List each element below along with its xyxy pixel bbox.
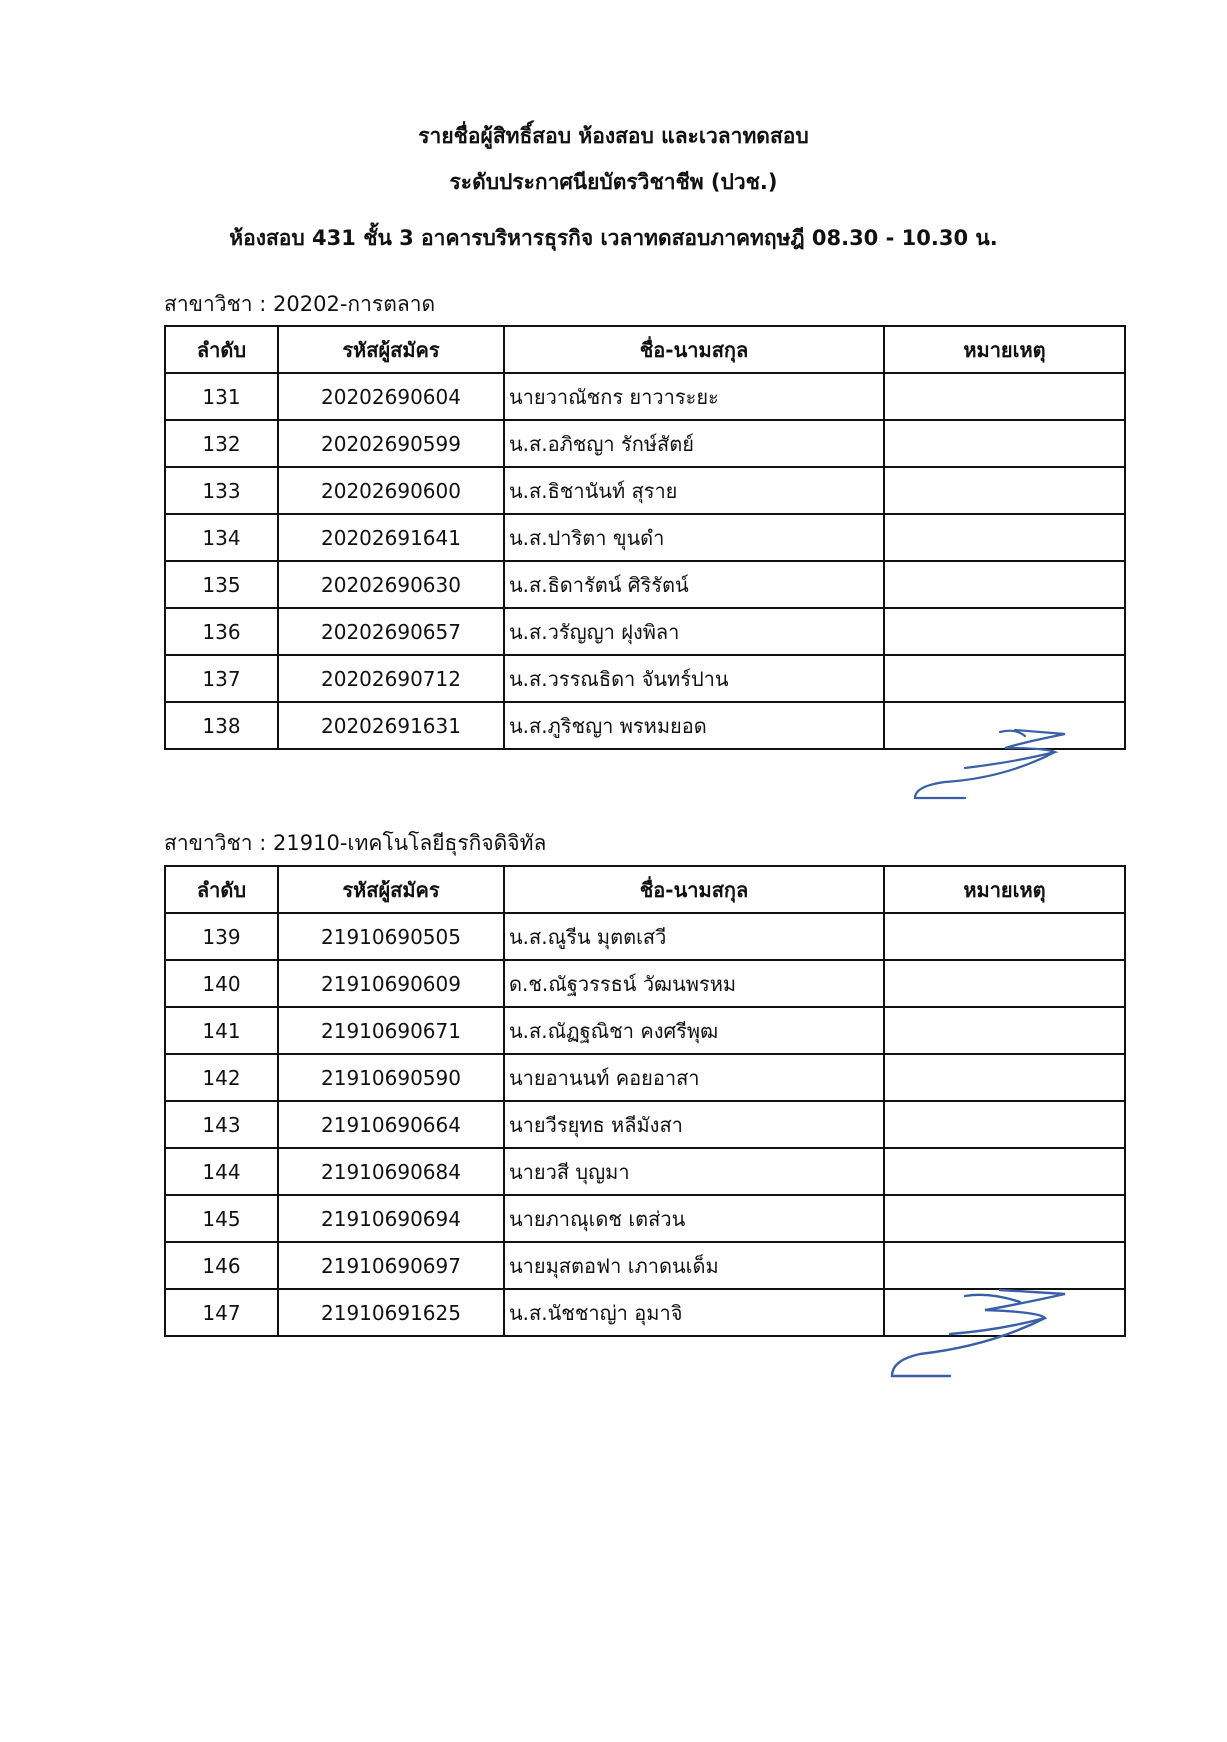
applicant-id-cell: 21910690664 (278, 1101, 504, 1148)
name-cell: น.ส.ณัฏฐณิชา คงศรีพุฒ (504, 1007, 884, 1054)
applicant-id-cell: 20202690712 (278, 655, 504, 702)
note-cell (884, 655, 1125, 702)
column-header-name: ชื่อ-นามสกุล (504, 866, 884, 913)
name-cell: ด.ช.ณัฐวรรธน์ วัฒนพรหม (504, 960, 884, 1007)
column-header-note: หมายเหตุ (884, 866, 1125, 913)
name-cell: น.ส.ธิดารัตน์ ศิริรัตน์ (504, 561, 884, 608)
applicant-id-cell: 21910691625 (278, 1289, 504, 1336)
note-cell (884, 1101, 1125, 1148)
applicant-id-cell: 21910690609 (278, 960, 504, 1007)
exam-room-info: ห้องสอบ 431 ชั้น 3 อาคารบริหารธุรกิจ เวลาทดสอบภาคทฤษฎี 08.30 - 10.30 น. (229, 226, 998, 250)
seq-cell: 132 (165, 420, 278, 467)
name-cell: น.ส.อภิชญา รักษ์สัตย์ (504, 420, 884, 467)
name-cell: น.ส.วรรณธิดา จันทร์ปาน (504, 655, 884, 702)
applicant-id-cell: 20202690657 (278, 608, 504, 655)
note-cell (884, 913, 1125, 960)
applicant-id-cell: 21910690505 (278, 913, 504, 960)
column-header-note: หมายเหตุ (884, 326, 1125, 373)
note-cell (884, 373, 1125, 420)
note-cell (884, 1195, 1125, 1242)
document-title: รายชื่อผู้สิทธิ์สอบ ห้องสอบ และเวลาทดสอบ (418, 124, 809, 148)
column-header-seq: ลำดับ (165, 326, 278, 373)
applicant-id-cell: 20202691641 (278, 514, 504, 561)
applicant-id-cell: 21910690684 (278, 1148, 504, 1195)
column-header-applicant-id: รหัสผู้สมัคร (278, 326, 504, 373)
seq-cell: 133 (165, 467, 278, 514)
note-cell (884, 1054, 1125, 1101)
signature-mark (905, 722, 1075, 812)
name-cell: น.ส.ธิชานันท์ สุราย (504, 467, 884, 514)
table-row (165, 420, 1125, 467)
seq-cell: 139 (165, 913, 278, 960)
table-row (165, 608, 1125, 655)
table-row (165, 1195, 1125, 1242)
major-label: สาขาวิชา : 20202-การตลาด (164, 292, 436, 316)
note-cell (884, 608, 1125, 655)
note-cell (884, 514, 1125, 561)
name-cell: น.ส.นัชชาญ่า อุมาจิ (504, 1289, 884, 1336)
applicant-id-cell: 20202690599 (278, 420, 504, 467)
table-header-row (165, 326, 1125, 373)
name-cell: นายวีรยุทธ หลีมังสา (504, 1101, 884, 1148)
name-cell: นายภาณุเดช เตส่วน (504, 1195, 884, 1242)
roster-table-digital-business (164, 865, 1126, 1337)
table-header-row (165, 866, 1125, 913)
seq-cell: 131 (165, 373, 278, 420)
seq-cell: 138 (165, 702, 278, 749)
applicant-id-cell: 20202690600 (278, 467, 504, 514)
seq-cell: 142 (165, 1054, 278, 1101)
seq-cell: 135 (165, 561, 278, 608)
note-cell (884, 1007, 1125, 1054)
note-cell (884, 420, 1125, 467)
note-cell (884, 960, 1125, 1007)
applicant-id-cell: 20202690604 (278, 373, 504, 420)
applicant-id-cell: 20202690630 (278, 561, 504, 608)
applicant-id-cell: 20202691631 (278, 702, 504, 749)
table-row (165, 467, 1125, 514)
table-row (165, 1101, 1125, 1148)
roster-table-marketing (164, 325, 1126, 750)
table-row (165, 655, 1125, 702)
table-row (165, 1054, 1125, 1101)
seq-cell: 143 (165, 1101, 278, 1148)
table-row (165, 1148, 1125, 1195)
name-cell: นายมุสตอฟา เภาดนเด็ม (504, 1242, 884, 1289)
seq-cell: 140 (165, 960, 278, 1007)
column-header-seq: ลำดับ (165, 866, 278, 913)
column-header-applicant-id: รหัสผู้สมัคร (278, 866, 504, 913)
seq-cell: 147 (165, 1289, 278, 1336)
column-header-name: ชื่อ-นามสกุล (504, 326, 884, 373)
applicant-id-cell: 21910690671 (278, 1007, 504, 1054)
seq-cell: 136 (165, 608, 278, 655)
note-cell (884, 467, 1125, 514)
table-row (165, 1007, 1125, 1054)
seq-cell: 134 (165, 514, 278, 561)
note-cell (884, 1148, 1125, 1195)
note-cell (884, 561, 1125, 608)
applicant-id-cell: 21910690694 (278, 1195, 504, 1242)
applicant-id-cell: 21910690697 (278, 1242, 504, 1289)
document-subtitle: ระดับประกาศนียบัตรวิชาชีพ (ปวช.) (449, 170, 778, 194)
major-label: สาขาวิชา : 21910-เทคโนโลยีธุรกิจดิจิทัล (164, 831, 547, 855)
seq-cell: 144 (165, 1148, 278, 1195)
name-cell: นายวาณัชกร ยาวาระยะ (504, 373, 884, 420)
seq-cell: 137 (165, 655, 278, 702)
name-cell: น.ส.ปาริตา ขุนดำ (504, 514, 884, 561)
applicant-id-cell: 21910690590 (278, 1054, 504, 1101)
table-row (165, 913, 1125, 960)
table-row (165, 514, 1125, 561)
seq-cell: 141 (165, 1007, 278, 1054)
name-cell: น.ส.วรัญญา ฝุงพิลา (504, 608, 884, 655)
signature-mark (880, 1280, 1070, 1390)
table-row (165, 960, 1125, 1007)
name-cell: นายอานนท์ คอยอาสา (504, 1054, 884, 1101)
table-row (165, 561, 1125, 608)
seq-cell: 146 (165, 1242, 278, 1289)
seq-cell: 145 (165, 1195, 278, 1242)
name-cell: น.ส.ภูริชญา พรหมยอด (504, 702, 884, 749)
name-cell: น.ส.ณูรีน มุตตเสวี (504, 913, 884, 960)
table-row (165, 373, 1125, 420)
name-cell: นายวสี บุญมา (504, 1148, 884, 1195)
